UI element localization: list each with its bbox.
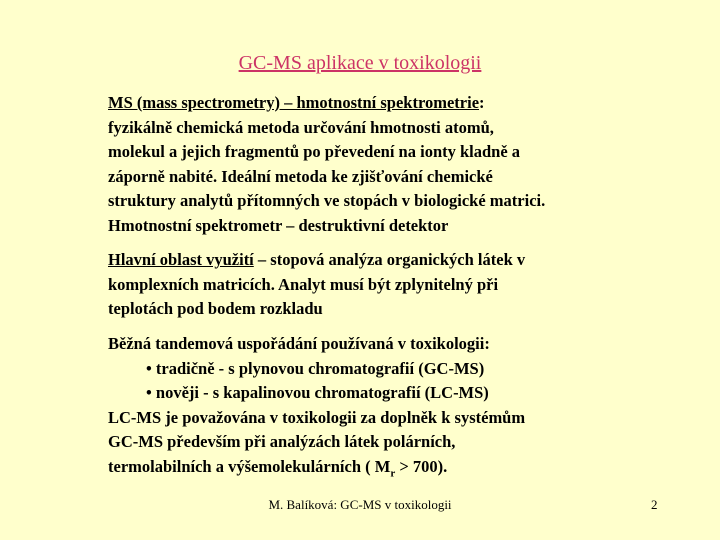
text-line: záporně nabité. Ideální metoda ke zjišťování chemické xyxy=(108,166,493,186)
definition-line xyxy=(108,91,668,116)
slide-title: GC-MS aplikace v toxikologii xyxy=(238,52,482,74)
paragraph-ms-definition xyxy=(108,91,668,238)
molar-mass-prefix: termolabilních a výšemolekulárních ( M xyxy=(108,456,391,476)
term-main-area: Hlavní oblast využití xyxy=(108,250,254,269)
molar-mass-subscript: r xyxy=(390,466,396,479)
paragraph-tandem xyxy=(108,332,668,485)
text-line: molekul a jejich fragmentů po převedení na ionty kladně a xyxy=(108,142,521,161)
term-ms: MS (mass spectrometry) – hmotnostní spektrometrie xyxy=(108,93,480,112)
main-use-line xyxy=(108,248,668,273)
text-line: Hmotnostní spektrometr – destruktivní detektor xyxy=(108,215,449,235)
paragraph-main-use xyxy=(108,248,668,322)
colon: : xyxy=(479,93,485,112)
text-line: LC-MS je považována v toxikologii za doplněk k systémům xyxy=(108,407,526,427)
text-line: komplexních matricích. Analyt musí být zplynitelný při xyxy=(108,274,499,294)
main-use-rest: – stopová analýza organických látek v xyxy=(253,250,526,269)
text-line-molar-mass xyxy=(108,455,668,486)
bullet-item: • tradičně - s plynovou chromatografií (GC-MS) xyxy=(146,358,485,378)
slide-footer: M. Balíková: GC-MS v toxikologii xyxy=(268,497,452,512)
text-line: GC-MS především při analýzách látek polárních, xyxy=(108,432,456,451)
bullet-item: • nověji - s kapalinovou chromatografií (LC-MS) xyxy=(146,383,489,402)
tandem-intro: Běžná tandemová uspořádání používaná v toxikologii: xyxy=(108,334,490,353)
page-number: 2 xyxy=(651,497,658,512)
molar-mass-suffix: > 700). xyxy=(395,456,448,476)
text-line: struktury analytů přítomných ve stopách v biologické matrici. xyxy=(108,191,546,210)
text-line: fyzikálně chemická metoda určování hmotnosti atomů, xyxy=(108,117,494,137)
text-line: teplotách pod bodem rozkladu xyxy=(108,299,323,318)
